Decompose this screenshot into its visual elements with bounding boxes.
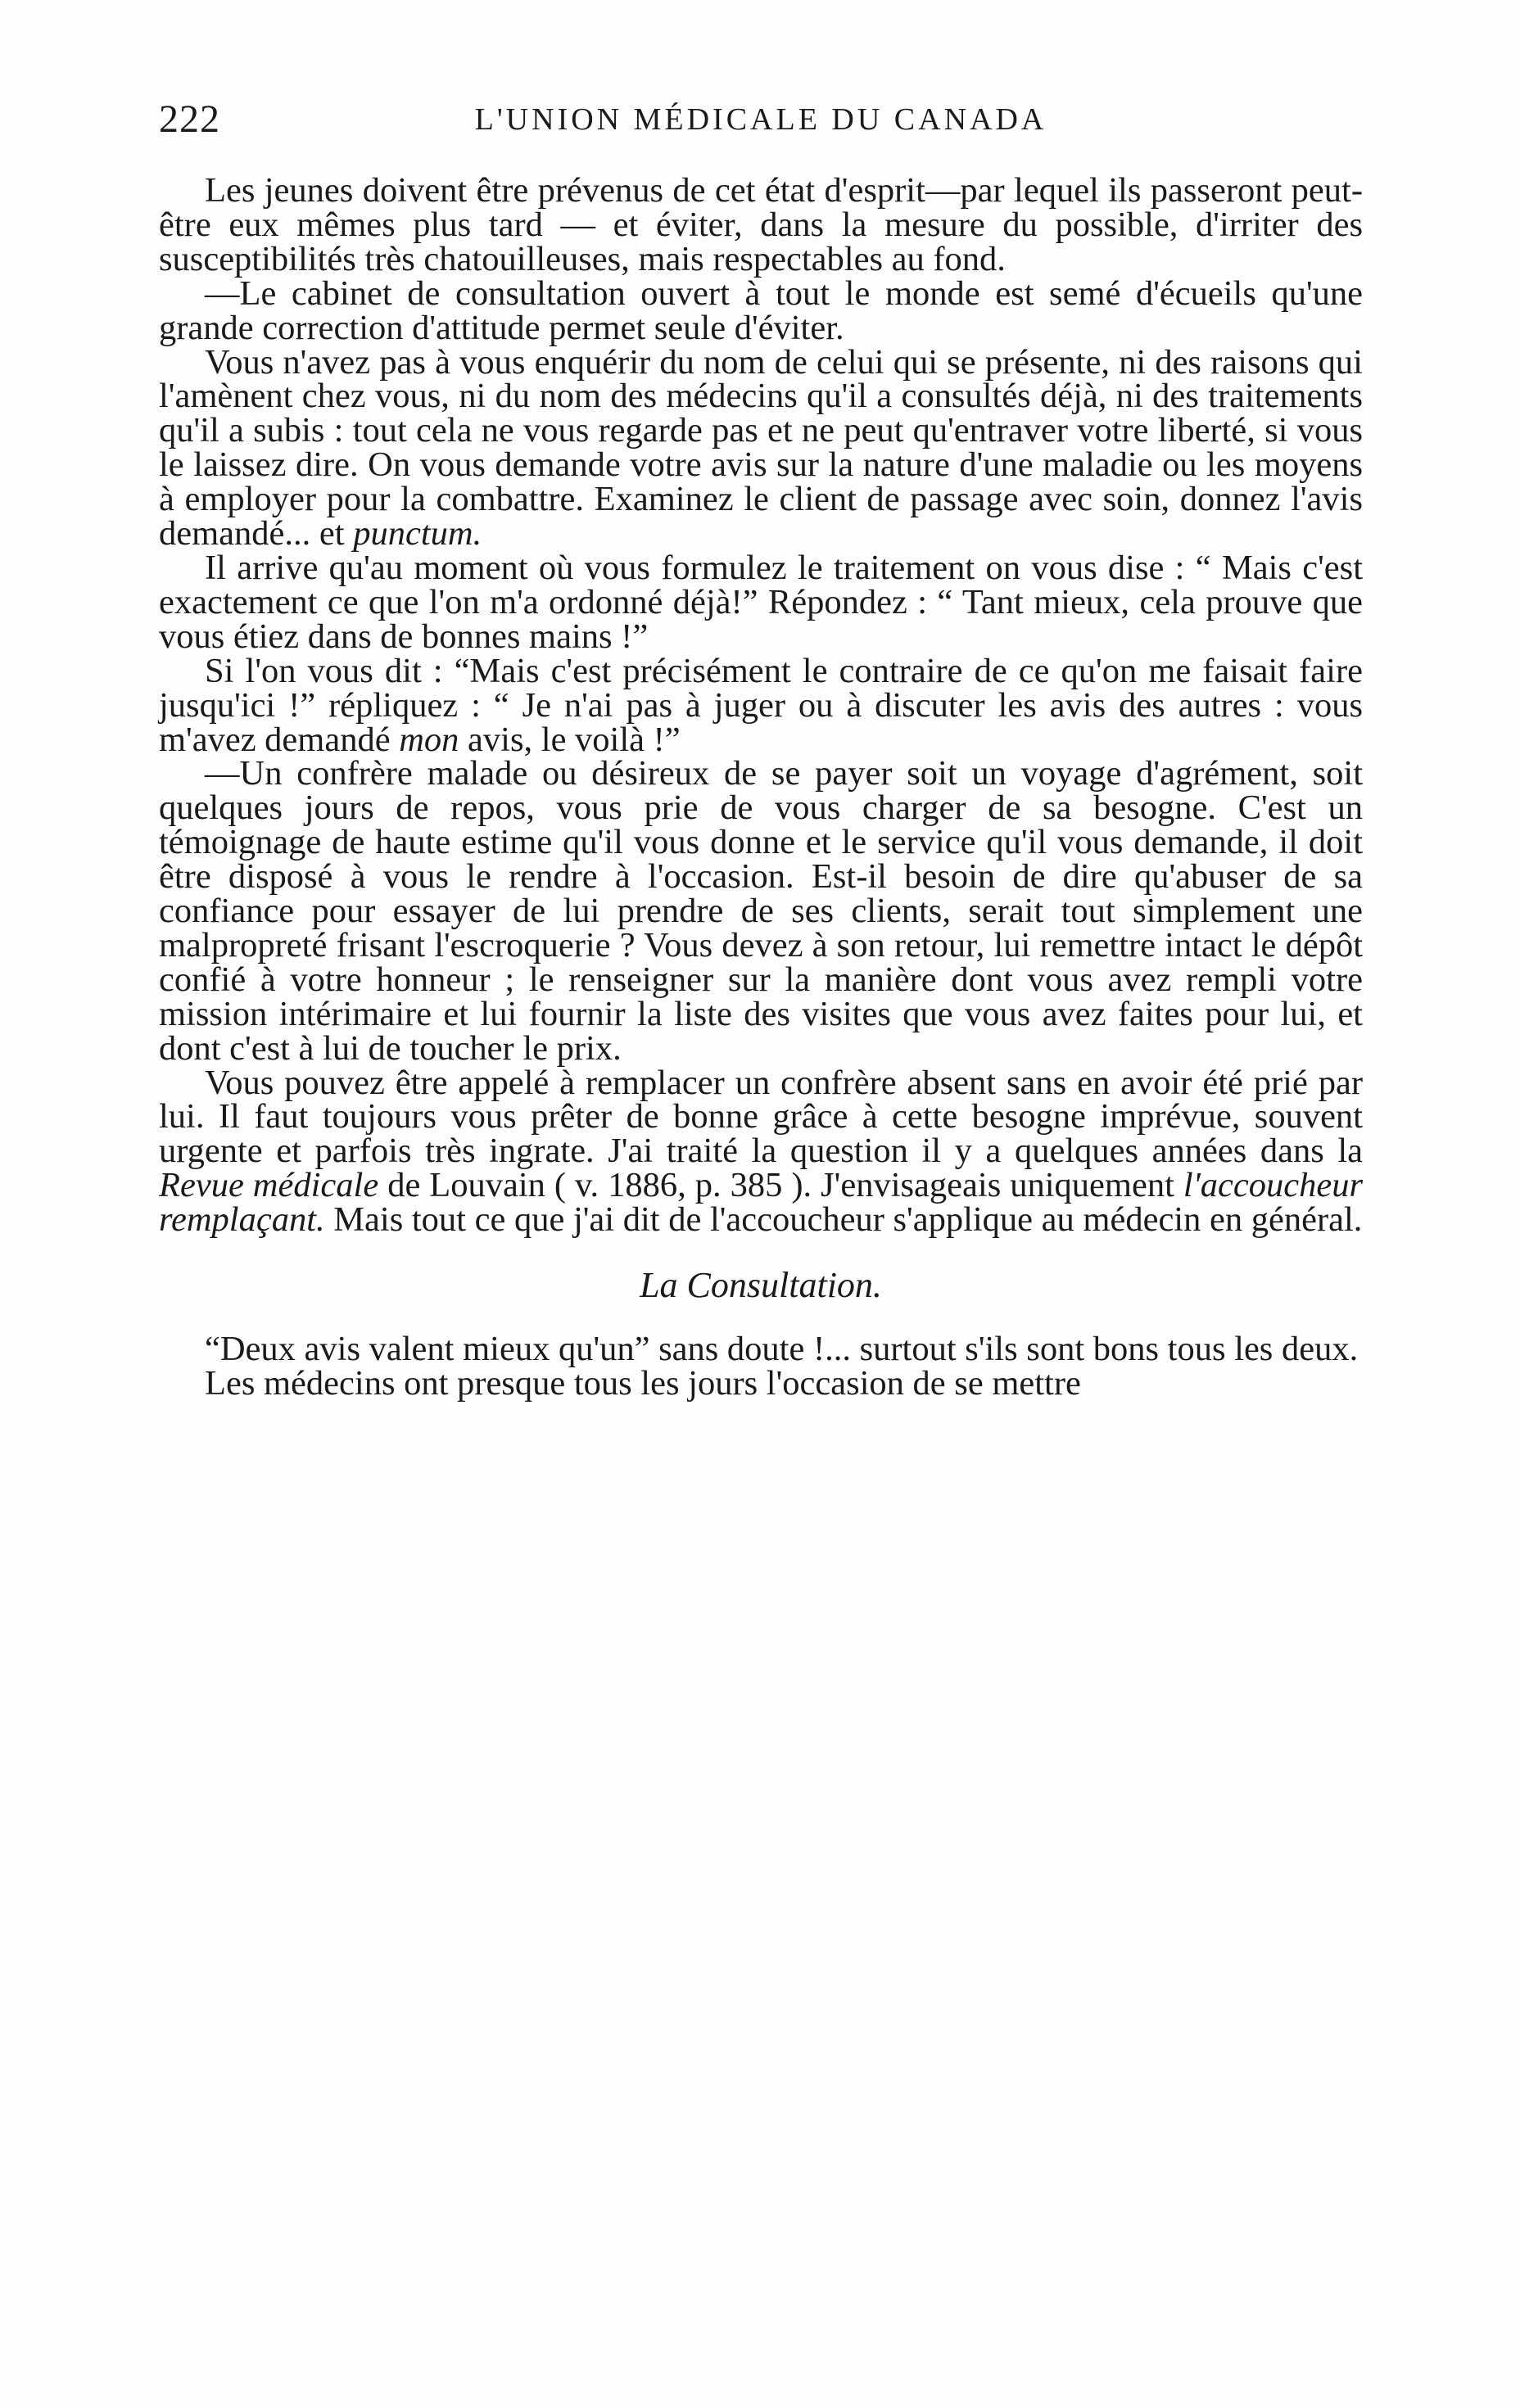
paragraph [159,548,1363,656]
text-run: Les médecins ont presque tous les jours l'occasion de se mettre [205,1363,1081,1403]
italic-text-run: mon [399,720,459,759]
italic-text-run: l'accoucheur remplaçant. [159,1166,1364,1240]
paragraph [159,754,1363,1068]
paragraph [159,342,1363,553]
text-run: Vous n'avez pas à vous enquérir du nom de celui qui se présente, ni des raisons qui l'amènent chez vous, ni du nom des médecins qu'il a consultés déjà, ni des traitements qu'il a subis : tout cela ne vous regarde pas et ne peut qu'entraver votre liberté, si vous le laissez dire. On vous demande votre avis sur la nature d'une maladie ou les moyens à employer pour la combattre. Examinez le client de passage avec soin, donnez l'avis demandé... et [159,342,1363,553]
text-run: avis, le voilà !” [459,720,681,759]
section-heading [159,1265,1363,1306]
page-number: 222 [159,97,220,141]
paragraph [159,1063,1364,1240]
text-run: —Le cabinet de consultation ouvert à tout le monde est semé d'écueils qu'une grande correction d'attitude permet seule d'éviter. [159,273,1363,347]
text-run: Vous pouvez être appelé à remplacer un confrère absent sans en avoir été prié par lui. Il faut toujours vous prêter de bonne grâce à cette besogne imprévue, souvent urgente et parfois très ingrate. J'ai traité la question il y a quelques années dans la [159,1063,1363,1171]
text-run: Il arrive qu'au moment où vous formulez le traitement on vous dise : “ Mais c'est exactement ce que l'on m'a ordonné déjà!” Répondez : “ Tant mieux, cela prouve que vous étiez dans de bonnes mains !” [159,548,1363,656]
body-text [159,171,1364,1403]
text-run: de Louvain ( v. 1886, p. 385 ). J'envisageais uniquement [378,1166,1183,1205]
italic-text-run: Revue médicale [159,1166,379,1205]
text-run: Si l'on vous dit : “Mais c'est précisément le contraire de ce qu'on me faisait faire jusqu'ici !” répliquez : “ Je n'ai pas à juger ou à discuter les avis des autres : vous m'avez demandé [159,651,1363,759]
paragraph [159,651,1363,759]
running-title: L'UNION MÉDICALE DU CANADA [474,102,1047,137]
paragraph [159,171,1363,278]
text-run: —Un confrère malade ou désireux de se payer soit un voyage d'agrément, soit quelques jours de repos, vous prie de vous charger de sa besogne. C'est un témoignage de haute estime qu'il vous donne et le service qu'il vous demande, il doit être disposé à vous le rendre à l'occasion. Est-il besoin de dire qu'abuser de sa confiance pour essayer de lui prendre de ses clients, serait tout simplement une malpropreté frisant l'escroquerie ? Vous devez à son retour, lui remettre intact le dépôt confié à votre honneur ; le renseigner sur la manière dont vous avez rempli votre mission intérimaire et lui fournir la liste des visites que vous avez faites pour lui, et dont c'est à lui de toucher le prix. [159,754,1363,1068]
paragraph [159,1332,1363,1367]
text-run: Mais tout ce que j'ai dit de l'accoucheur s'applique au médecin en général. [324,1200,1363,1240]
page-header [159,97,1363,146]
text-run: “Deux avis valent mieux qu'un” sans doute !... surtout s'ils sont bons tous les deux. [205,1330,1359,1368]
text-run: Les jeunes doivent être prévenus de cet état d'esprit—par lequel ils passeront peut-être eux mêmes plus tard — et éviter, dans la mesure du possible, d'irriter des susceptibilités très chatouilleuses, mais respectables au fond. [159,171,1363,278]
paragraph [159,273,1363,347]
italic-text-run: punctum. [353,514,482,553]
paragraph [159,1363,1363,1403]
heading-text: La Consultation. [640,1265,882,1306]
